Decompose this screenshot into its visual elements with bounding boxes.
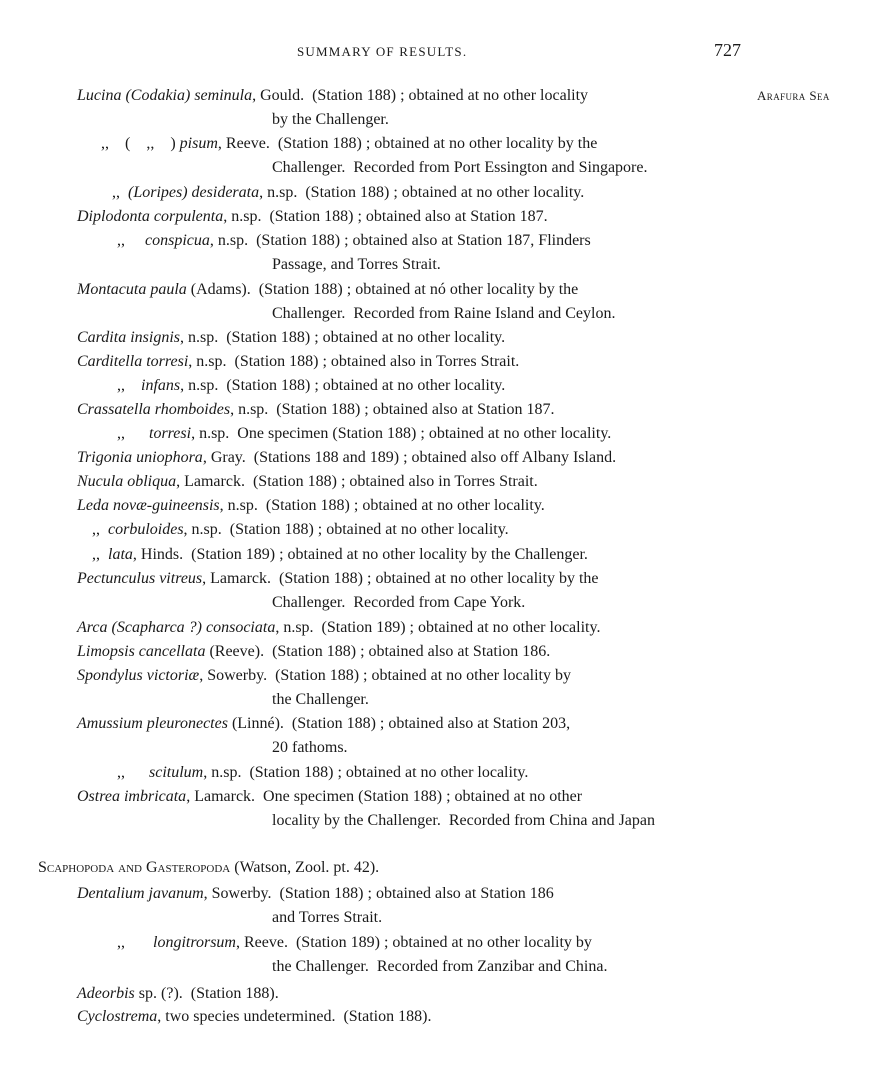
ditto-mark: ,, bbox=[117, 934, 153, 951]
species-details: , n.sp. (Station 188) ; obtained at no other locality. bbox=[259, 184, 585, 201]
list-item bbox=[77, 494, 545, 518]
species-name: Carditella torresi bbox=[77, 353, 189, 370]
species-name: corbuloides bbox=[108, 521, 184, 538]
species-details: , Reeve. (Station 189) ; obtained at no other locality by bbox=[235, 934, 592, 951]
list-item bbox=[117, 374, 505, 398]
ditto-mark: ,, bbox=[117, 232, 145, 249]
species-name: Diplodonta corpulenta bbox=[77, 208, 224, 225]
species-details: , Lamarck. (Station 188) ; obtained at no other locality by the bbox=[202, 570, 599, 587]
page-number: 727 bbox=[714, 40, 741, 60]
species-details: , n.sp. (Station 188) ; obtained also at Station 187. bbox=[230, 401, 555, 418]
species-details: , n.sp. (Station 188) ; obtained also in Torres Strait. bbox=[188, 353, 520, 370]
species-details: , Hinds. (Station 189) ; obtained at no other locality by the Challenger. bbox=[132, 546, 588, 563]
species-details: , n.sp. One specimen (Station 188) ; obtained at no other locality. bbox=[191, 425, 612, 442]
species-details: , n.sp. (Station 188) ; obtained at no other locality. bbox=[219, 497, 545, 514]
list-item bbox=[117, 229, 591, 253]
list-item bbox=[77, 785, 582, 809]
continuation-line: the Challenger. bbox=[272, 691, 369, 708]
continuation-line: and Torres Strait. bbox=[272, 909, 383, 926]
list-item bbox=[92, 543, 588, 567]
species-details: , Lamarck. One specimen (Station 188) ; obtained at no other bbox=[186, 788, 583, 805]
ditto-mark: ,, ( ,, ) bbox=[101, 135, 176, 152]
species-name: (Loripes) desiderata bbox=[128, 184, 260, 201]
continuation-line: Challenger. Recorded from Raine Island and Ceylon. bbox=[272, 305, 616, 322]
continuation-line: locality by the Challenger. Recorded from China and Japan bbox=[272, 812, 655, 829]
species-name: Adeorbis bbox=[77, 985, 135, 1002]
species-details: , Gray. (Stations 188 and 189) ; obtained also off Albany Island. bbox=[202, 449, 617, 466]
list-item bbox=[77, 205, 548, 229]
list-item bbox=[77, 278, 578, 302]
list-item bbox=[77, 567, 599, 591]
species-details: (Linné). (Station 188) ; obtained also at Station 203, bbox=[227, 715, 571, 732]
species-details: , n.sp. (Station 188) ; obtained also at Station 187, Flinders bbox=[209, 232, 591, 249]
species-name: Ostrea imbricata bbox=[77, 788, 187, 805]
species-name: Spondylus victoriæ bbox=[77, 667, 200, 684]
species-name: Dentalium javanum bbox=[77, 885, 204, 902]
species-name: pisum bbox=[175, 135, 218, 152]
section-title: Scaphopoda and Gasteropoda bbox=[38, 859, 231, 876]
species-name: Crassatella rhomboides bbox=[77, 401, 231, 418]
section-heading bbox=[38, 856, 379, 880]
species-details: , Gould. (Station 188) ; obtained at no other locality bbox=[252, 87, 589, 104]
ditto-mark: ,, bbox=[112, 184, 128, 201]
species-name: Arca (Scapharca ?) consociata bbox=[77, 619, 276, 636]
continuation-line: 20 fathoms. bbox=[272, 739, 348, 756]
list-item bbox=[77, 1005, 431, 1029]
list-item bbox=[77, 712, 570, 736]
species-name: Nucula obliqua bbox=[77, 473, 177, 490]
list-item bbox=[77, 470, 538, 494]
species-name: longitrorsum bbox=[153, 934, 236, 951]
list-item bbox=[92, 518, 509, 542]
species-name: Cyclostrema bbox=[77, 1008, 158, 1025]
species-details: , Lamarck. (Station 188) ; obtained also in Torres Strait. bbox=[176, 473, 538, 490]
ditto-mark: ,, bbox=[92, 521, 108, 538]
list-item bbox=[77, 84, 588, 108]
species-details: , n.sp. (Station 188) ; obtained at no other locality. bbox=[183, 521, 509, 538]
list-item bbox=[112, 181, 584, 205]
species-details: , n.sp. (Station 188) ; obtained at no other locality. bbox=[179, 329, 506, 346]
continuation-line: Challenger. Recorded from Port Essington and Singapore. bbox=[272, 159, 648, 176]
list-item bbox=[117, 422, 611, 446]
ditto-mark: ,, bbox=[117, 425, 149, 442]
species-name: conspicua bbox=[145, 232, 210, 249]
section-reference: (Watson, Zool. pt. 42). bbox=[230, 859, 380, 876]
list-item bbox=[77, 882, 554, 906]
list-item bbox=[77, 446, 616, 470]
species-name: Pectunculus vitreus bbox=[77, 570, 203, 587]
list-item bbox=[77, 640, 550, 664]
species-name: Amussium pleuronectes bbox=[77, 715, 228, 732]
species-name: Montacuta paula bbox=[77, 281, 187, 298]
species-name: Limopsis cancellata bbox=[77, 643, 206, 660]
continuation-line: Challenger. Recorded from Cape York. bbox=[272, 594, 526, 611]
margin-note: Arafura Sea bbox=[757, 88, 830, 103]
species-details: , n.sp. (Station 188) ; obtained also at Station 187. bbox=[223, 208, 548, 225]
list-item bbox=[77, 398, 554, 422]
ditto-mark: ,, bbox=[117, 764, 149, 781]
continuation-line: by the Challenger. bbox=[272, 111, 389, 128]
list-item bbox=[77, 616, 600, 640]
species-name: scitulum bbox=[149, 764, 204, 781]
list-item bbox=[101, 132, 597, 156]
running-head: SUMMARY OF RESULTS. bbox=[297, 44, 468, 59]
species-details: , two species undetermined. (Station 188). bbox=[157, 1008, 432, 1025]
species-name: Cardita insignis bbox=[77, 329, 180, 346]
list-item bbox=[77, 664, 571, 688]
species-details: , n.sp. (Station 189) ; obtained at no other locality. bbox=[275, 619, 601, 636]
continuation-line: Passage, and Torres Strait. bbox=[272, 256, 441, 273]
species-details: sp. (?). (Station 188). bbox=[134, 985, 279, 1002]
species-name: infans bbox=[141, 377, 181, 394]
species-details: , n.sp. (Station 188) ; obtained at no other locality. bbox=[203, 764, 529, 781]
list-item bbox=[117, 931, 592, 955]
continuation-line: the Challenger. Recorded from Zanzibar and China. bbox=[272, 958, 608, 975]
species-details: , Reeve. (Station 188) ; obtained at no other locality by the bbox=[217, 135, 598, 152]
species-details: (Adams). (Station 188) ; obtained at nó other locality by the bbox=[186, 281, 579, 298]
species-name: Lucina (Codakia) seminula bbox=[77, 87, 253, 104]
species-name: Trigonia uniophora bbox=[77, 449, 203, 466]
list-item bbox=[77, 350, 519, 374]
page-header bbox=[0, 40, 880, 64]
species-name: Leda novæ-guineensis bbox=[77, 497, 220, 514]
species-name: lata bbox=[108, 546, 133, 563]
species-name: torresi bbox=[149, 425, 192, 442]
list-item bbox=[77, 326, 505, 350]
list-item bbox=[117, 761, 528, 785]
ditto-mark: ,, bbox=[92, 546, 108, 563]
species-details: , Sowerby. (Station 188) ; obtained also at Station 186 bbox=[203, 885, 554, 902]
species-details: , Sowerby. (Station 188) ; obtained at no other locality by bbox=[199, 667, 571, 684]
list-item bbox=[77, 982, 279, 1006]
species-details: , n.sp. (Station 188) ; obtained at no other locality. bbox=[180, 377, 506, 394]
ditto-mark: ,, bbox=[117, 377, 141, 394]
species-details: (Reeve). (Station 188) ; obtained also at Station 186. bbox=[205, 643, 551, 660]
